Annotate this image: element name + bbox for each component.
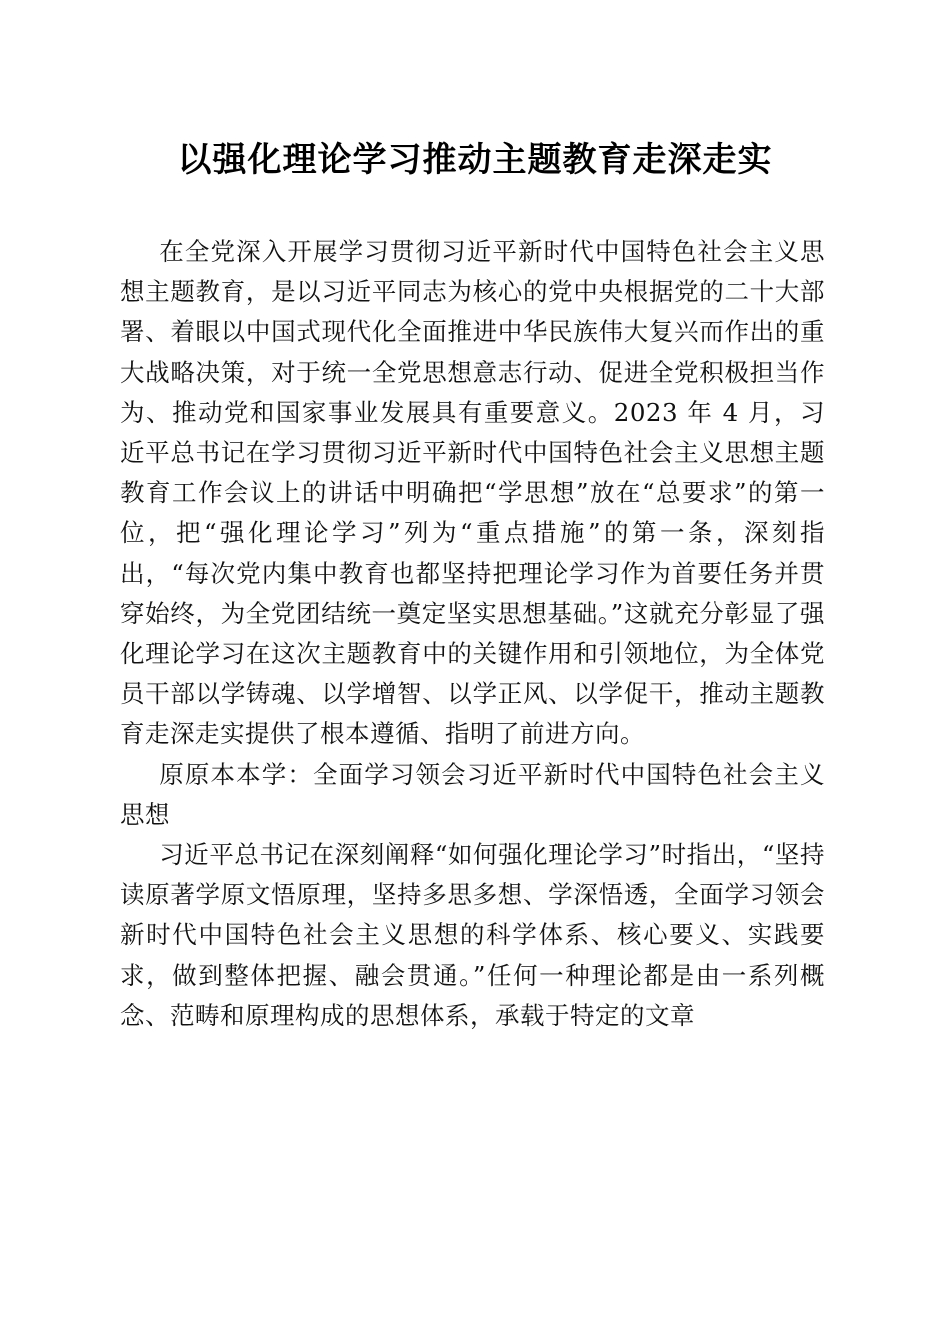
document-title: 以强化理论学习推动主题教育走深走实 [177, 140, 773, 180]
paragraph-intro: 在全党深入开展学习贯彻习近平新时代中国特色社会主义思想主题教育，是以习近平同志为核心的党中央根据党的二十大部署、着眼以中国式现代化全面推进中华民族伟大复兴而作出的重大战略决策，对于统一全党思想意志行动、促进全党积极担当作为、推动党和国家事业发展具有重要意义。2023 年 4 月，习近平总书记在学习贯彻习近平新时代中国特色社会主义思想主题教育工作会议上的讲话中明确把“学思想”放在“总要求”的第一位，把“强化理论学习”列为“重点措施”的第一条，深刻指出，“每次党内集中教育也都坚持把理论学习作为首要任务并贯穿始终，为全党团结统一奠定坚实思想基础。”这就充分彰显了强化理论学习在这次主题教育中的关键作用和引领地位，为全体党员干部以学铸魂、以学增智、以学正风、以学促干，推动主题教育走深走实提供了根本遵循、指明了前进方向。 [120, 237, 825, 749]
paragraph-study: 习近平总书记在深刻阐释“如何强化理论学习”时指出，“坚持读原著学原文悟原理，坚持多思多想、学深悟透，全面学习领会新时代中国特色社会主义思想的科学体系、核心要义、实践要求，做到整体把握、融会贯通。”任何一种理论都是由一系列概念、范畴和原理构成的思想体系，承载于特定的文章 [120, 840, 825, 1030]
document-body [120, 232, 825, 1036]
section-heading: 原原本本学：全面学习领会习近平新时代中国特色社会主义思想 [120, 759, 825, 829]
